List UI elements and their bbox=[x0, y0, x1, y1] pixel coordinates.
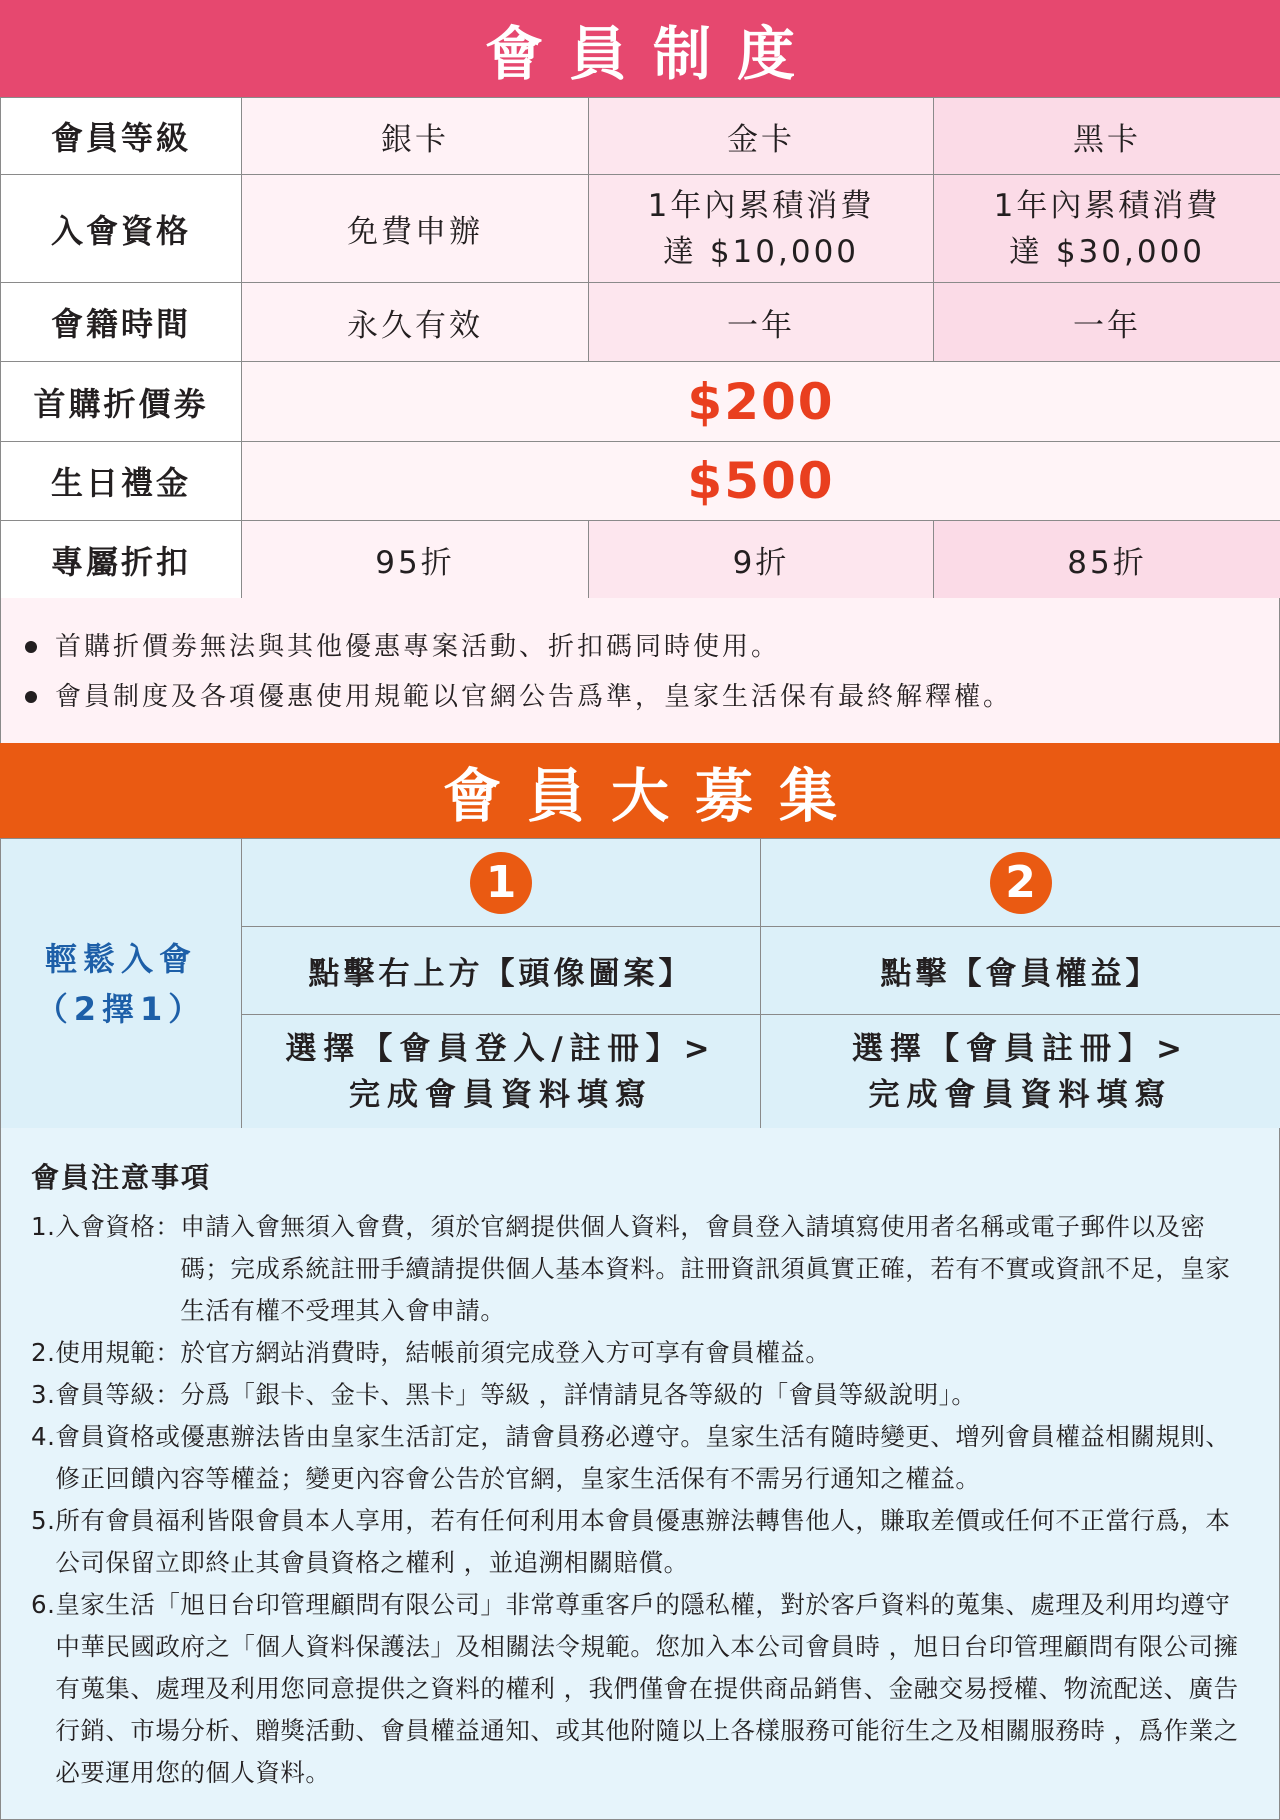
notice-heading: 會員等級： bbox=[55, 1380, 181, 1409]
notice-title: 會員注意事項 bbox=[31, 1161, 212, 1194]
cell-gold-eligibility bbox=[589, 175, 934, 283]
cell-silver-duration: 永久有效 bbox=[242, 283, 589, 362]
notice-heading: 入會資格： bbox=[55, 1212, 181, 1241]
membership-table bbox=[0, 97, 1280, 599]
bullet-icon bbox=[25, 641, 37, 653]
cell-gold-level: 金卡 bbox=[589, 98, 934, 175]
bullet-icon bbox=[25, 691, 37, 703]
cell-gold-duration: 一年 bbox=[589, 283, 934, 362]
step1-select-line2: 完成會員資料填寫 bbox=[349, 1076, 653, 1113]
notice-body: 會員資格或優惠辦法皆由皇家生活訂定，請會員務必遵守。皇家生活有隨時變更、增列會員權益相關規則、修正回饋內容等權益；變更內容會公告於官網，皇家生活保有不需另行通知之權益。 bbox=[55, 1422, 1231, 1493]
gold-eligibility-line1: 1年內累積消費 bbox=[647, 187, 875, 224]
step2-select-line2: 完成會員資料填寫 bbox=[868, 1076, 1173, 1113]
row-label-birthday: 生日禮金 bbox=[1, 442, 242, 521]
notice-number: 4. bbox=[31, 1422, 56, 1451]
list-item bbox=[31, 1206, 1249, 1332]
list-item bbox=[31, 1584, 1249, 1794]
step2-click-instruction: 點擊【會員權益】 bbox=[761, 927, 1280, 1015]
note-text: 會員制度及各項優惠使用規範以官網公告爲準，皇家生活保有最終解釋權。 bbox=[55, 682, 1013, 712]
table-row bbox=[1, 839, 1280, 927]
step1-header bbox=[242, 839, 761, 927]
row-label-eligibility: 入會資格 bbox=[1, 175, 242, 283]
cell-silver-level: 銀卡 bbox=[242, 98, 589, 175]
cell-black-eligibility bbox=[934, 175, 1280, 283]
table-row-discount bbox=[1, 521, 1280, 599]
table-row-duration bbox=[1, 283, 1280, 362]
notice-number: 3. bbox=[31, 1380, 56, 1409]
recruit-title-banner bbox=[0, 743, 1280, 838]
table-row-eligibility bbox=[1, 175, 1280, 283]
notice-body: 分爲「銀卡、金卡、黑卡」等級 ，詳情請見各等級的「會員等級說明」。 bbox=[180, 1380, 977, 1409]
list-item bbox=[31, 1374, 1249, 1416]
step1-select-line1: 選擇【會員登入/註冊】> bbox=[285, 1030, 717, 1067]
easy-join-line1: 輕鬆入會 bbox=[44, 939, 197, 978]
row-label-duration: 會籍時間 bbox=[1, 283, 242, 362]
member-notice-section bbox=[0, 1128, 1280, 1820]
step1-click-instruction: 點擊右上方【頭像圖案】 bbox=[242, 927, 761, 1015]
notice-body: 於官方網站消費時，結帳前須完成登入方可享有會員權益。 bbox=[180, 1338, 831, 1367]
row-label-discount: 專屬折扣 bbox=[1, 521, 242, 599]
row-label-level: 會員等級 bbox=[1, 98, 242, 175]
table-row-level bbox=[1, 98, 1280, 175]
list-item bbox=[25, 622, 1279, 672]
cell-gold-discount: 9折 bbox=[589, 521, 934, 599]
notice-body: 申請入會無須入會費，須於官網提供個人資料，會員登入請填寫使用者名稱或電子郵件以及密碼；完成系統註冊手續請提供個人基本資料。註冊資訊須眞實正確，若有不實或資訊不足，皇家生活有權不受理其入會申請。 bbox=[180, 1212, 1231, 1325]
membership-title-banner bbox=[0, 0, 1280, 97]
step1-number-badge: 1 bbox=[470, 852, 532, 914]
membership-title: 會員制度 bbox=[484, 19, 821, 88]
cell-black-duration: 一年 bbox=[934, 283, 1280, 362]
step2-select-instruction bbox=[761, 1015, 1280, 1129]
cell-black-level: 黑卡 bbox=[934, 98, 1280, 175]
black-eligibility-line2: 達 $30,000 bbox=[1008, 233, 1206, 270]
notice-body: 皇家生活「旭日台印管理顧問有限公司」非常尊重客戶的隱私權，對於客戶資料的蒐集、處理及利用均遵守中華民國政府之「個人資料保護法」及相關法令規範。您加入本公司會員時 ，旭日台印管理顧問有限公司擁有蒐集、處理及利用您同意提供之資料的權利 ，我們僅會在提供商品銷售、金融交易授權、物流配送、廣告行銷、市場分析、贈獎活動、會員權益通知、或其他附隨以上各樣服務可能衍生之及相關服務時 ，爲作業之必要運用您的個人資料。 bbox=[55, 1590, 1239, 1787]
cell-silver-eligibility: 免費申辦 bbox=[242, 175, 589, 283]
step2-number-badge: 2 bbox=[990, 852, 1052, 914]
notice-number: 2. bbox=[31, 1338, 56, 1367]
cell-black-discount: 85折 bbox=[934, 521, 1280, 599]
list-item bbox=[31, 1332, 1249, 1374]
easy-join-line2: （2擇1） bbox=[35, 989, 207, 1028]
notice-body: 所有會員福利皆限會員本人享用，若有任何利用本會員優惠辦法轉售他人，賺取差價或任何不正當行爲，本公司保留立即終止其會員資格之權利 ，並追溯相關賠償。 bbox=[55, 1506, 1231, 1577]
birthday-value: $500 bbox=[242, 442, 1280, 521]
notice-number: 1. bbox=[31, 1212, 56, 1241]
list-item bbox=[25, 672, 1279, 722]
step2-select-line1: 選擇【會員註冊】> bbox=[852, 1030, 1189, 1067]
step2-header bbox=[761, 839, 1280, 927]
notice-number: 5. bbox=[31, 1506, 56, 1535]
notice-number: 6. bbox=[31, 1590, 56, 1619]
list-item bbox=[31, 1416, 1249, 1500]
membership-notes bbox=[0, 598, 1280, 743]
recruit-title: 會員大募集 bbox=[442, 761, 863, 830]
table-row-first-coupon bbox=[1, 362, 1280, 442]
first-coupon-value: $200 bbox=[242, 362, 1280, 442]
gold-eligibility-line2: 達 $10,000 bbox=[662, 233, 860, 270]
black-eligibility-line1: 1年內累積消費 bbox=[993, 187, 1221, 224]
list-item bbox=[31, 1500, 1249, 1584]
step1-select-instruction bbox=[242, 1015, 761, 1129]
notice-heading: 使用規範： bbox=[55, 1338, 181, 1367]
recruit-steps-table bbox=[0, 838, 1280, 1129]
easy-join-label bbox=[1, 839, 242, 1129]
cell-silver-discount: 95折 bbox=[242, 521, 589, 599]
note-text: 首購折價劵無法與其他優惠專案活動、折扣碼同時使用。 bbox=[55, 632, 781, 662]
table-row-birthday bbox=[1, 442, 1280, 521]
row-label-first-coupon: 首購折價劵 bbox=[1, 362, 242, 442]
